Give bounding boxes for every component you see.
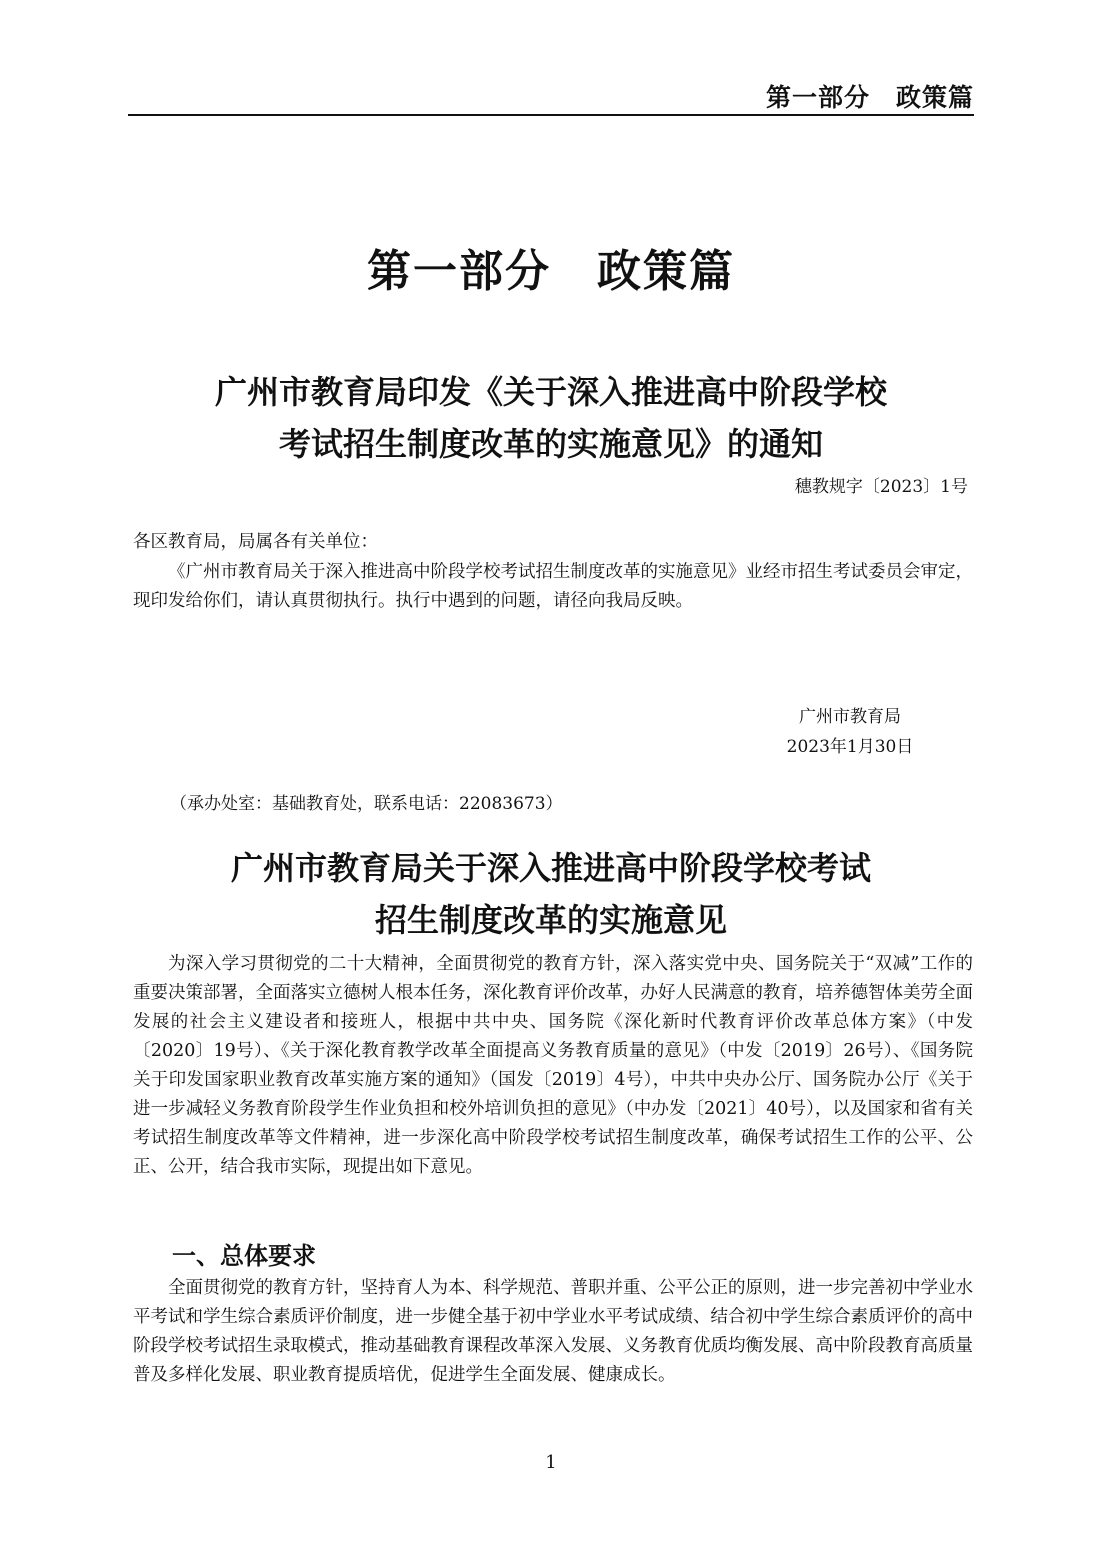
running-header: 第一部分 政策篇	[765, 83, 974, 112]
page-number: 1	[545, 1452, 557, 1473]
header-rule	[128, 114, 974, 116]
opinion-title-line1: 广州市教育局关于深入推进高中阶段学校考试	[230, 849, 871, 887]
document-number: 穗教规字〔2023〕1号	[794, 477, 968, 497]
sign-date: 2023年1月30日	[786, 737, 914, 757]
notice-title-line1: 广州市教育局印发《关于深入推进高中阶段学校	[214, 373, 887, 411]
notice-title-line2: 考试招生制度改革的实施意见》的通知	[278, 425, 823, 463]
notice-title	[0, 366, 1102, 470]
notice-paragraph: 《广州市教育局关于深入推进高中阶段学校考试招生制度改革的实施意见》业经市招生考试委员会审定，现印发给你们，请认真贯彻执行。执行中遇到的问题，请径向我局反映。	[133, 562, 973, 611]
salutation: 各区教育局，局属各有关单位：	[133, 532, 378, 552]
part-title: 第一部分 政策篇	[367, 246, 735, 297]
signer: 广州市教育局	[799, 707, 901, 727]
section-paragraph: 全面贯彻党的教育方针，坚持育人为本、科学规范、普职并重、公平公正的原则，进一步完善初中学业水平考试和学生综合素质评价制度，进一步健全基于初中学业水平考试成绩、结合初中学生综合素质评价的高中阶段学校考试招生录取模式，推动基础教育课程改革深入发展、义务教育优质均衡发展、高中阶段教育高质量普及多样化发展、职业教育提质培优，促进学生全面发展、健康成长。	[133, 1278, 973, 1385]
opinion-title	[0, 842, 1102, 946]
opinion-title-line2: 招生制度改革的实施意见	[374, 901, 727, 939]
intro-paragraph: 为深入学习贯彻党的二十大精神，全面贯彻党的教育方针，深入落实党中央、国务院关于“双减”工作的重要决策部署，全面落实立德树人根本任务，深化教育评价改革，办好人民满意的教育，培养德智体美劳全面发展的社会主义建设者和接班人，根据中共中央、国务院《深化新时代教育评价改革总体方案》（中发〔2020〕19号）、《关于深化教育教学改革全面提高义务教育质量的意见》（中发〔2019〕26号）、《国务院关于印发国家职业教育改革实施方案的通知》（国发〔2019〕4号），中共中央办公厅、国务院办公厅《关于进一步减轻义务教育阶段学生作业负担和校外培训负担的意见》（中办发〔2021〕40号），以及国家和省有关考试招生制度改革等文件精神，进一步深化高中阶段学校考试招生制度改革，确保考试招生工作的公平、公正、公开，结合我市实际，现提出如下意见。	[133, 954, 973, 1177]
section-heading: 一、总体要求	[172, 1242, 316, 1270]
contact-info: （承办处室：基础教育处，联系电话：22083673）	[170, 794, 563, 814]
